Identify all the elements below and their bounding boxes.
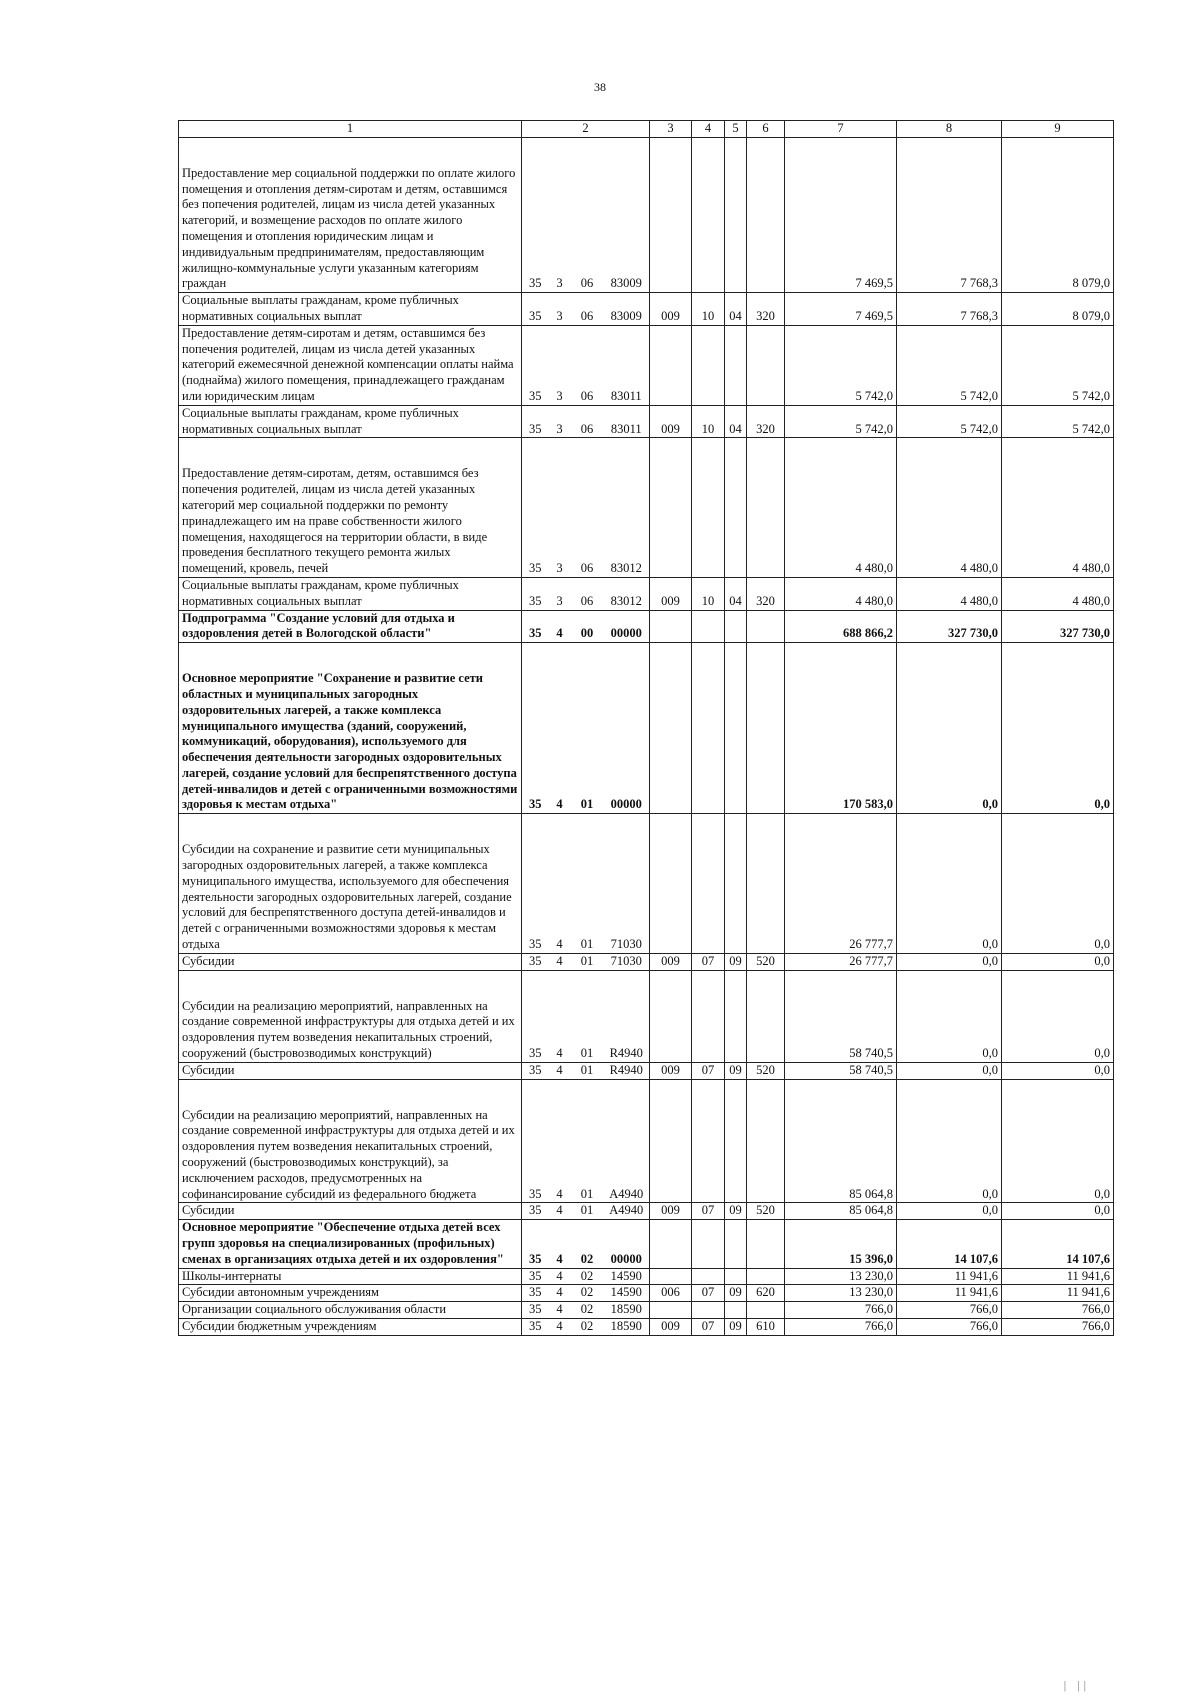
amount-year-1: 15 396,0 bbox=[785, 1220, 897, 1268]
section-code bbox=[692, 325, 725, 405]
ministry-code: 009 bbox=[650, 1319, 692, 1336]
amount-year-1: 13 230,0 bbox=[785, 1268, 897, 1285]
section-code bbox=[692, 137, 725, 292]
target-code-program: 35 bbox=[522, 438, 549, 578]
amount-year-1: 5 742,0 bbox=[785, 405, 897, 438]
amount-year-2: 0,0 bbox=[897, 953, 1002, 970]
table-row bbox=[179, 577, 1114, 610]
target-code-program: 35 bbox=[522, 1302, 549, 1319]
amount-year-2: 766,0 bbox=[897, 1302, 1002, 1319]
target-code-activity: 01 bbox=[571, 1062, 604, 1079]
target-code-subprogram: 4 bbox=[549, 1268, 571, 1285]
target-code-activity: 02 bbox=[571, 1302, 604, 1319]
amount-year-3: 4 480,0 bbox=[1002, 577, 1114, 610]
row-description: Социальные выплаты гражданам, кроме публичных нормативных социальных выплат bbox=[179, 577, 522, 610]
amount-year-2: 11 941,6 bbox=[897, 1268, 1002, 1285]
target-code-subprogram: 3 bbox=[549, 293, 571, 326]
target-code-activity: 06 bbox=[571, 577, 604, 610]
expense-type-code bbox=[747, 325, 785, 405]
amount-year-3: 11 941,6 bbox=[1002, 1268, 1114, 1285]
target-code-direction: 83009 bbox=[604, 137, 650, 292]
target-code-subprogram: 3 bbox=[549, 405, 571, 438]
table-row bbox=[179, 1220, 1114, 1268]
table-row bbox=[179, 137, 1114, 292]
amount-year-2: 5 742,0 bbox=[897, 405, 1002, 438]
section-code: 10 bbox=[692, 405, 725, 438]
amount-year-2: 7 768,3 bbox=[897, 293, 1002, 326]
section-code: 07 bbox=[692, 1203, 725, 1220]
target-code-activity: 02 bbox=[571, 1319, 604, 1336]
ministry-code bbox=[650, 325, 692, 405]
amount-year-3: 5 742,0 bbox=[1002, 405, 1114, 438]
row-description: Субсидии bbox=[179, 1203, 522, 1220]
amount-year-1: 26 777,7 bbox=[785, 814, 897, 954]
target-code-program: 35 bbox=[522, 1319, 549, 1336]
expense-type-code bbox=[747, 1268, 785, 1285]
target-code-activity: 06 bbox=[571, 325, 604, 405]
amount-year-3: 327 730,0 bbox=[1002, 610, 1114, 643]
table-row bbox=[179, 643, 1114, 814]
ministry-code bbox=[650, 814, 692, 954]
target-code-direction: 18590 bbox=[604, 1302, 650, 1319]
table-row bbox=[179, 1285, 1114, 1302]
amount-year-3: 8 079,0 bbox=[1002, 293, 1114, 326]
page-number: 38 bbox=[594, 80, 606, 94]
amount-year-1: 7 469,5 bbox=[785, 293, 897, 326]
target-code-direction: 83011 bbox=[604, 405, 650, 438]
table-row bbox=[179, 1302, 1114, 1319]
expense-type-code bbox=[747, 1079, 785, 1203]
table-row bbox=[179, 953, 1114, 970]
target-code-program: 35 bbox=[522, 1079, 549, 1203]
subsection-code: 09 bbox=[725, 953, 747, 970]
header-col-5: 5 bbox=[725, 121, 747, 138]
section-code bbox=[692, 814, 725, 954]
amount-year-1: 26 777,7 bbox=[785, 953, 897, 970]
ministry-code: 009 bbox=[650, 405, 692, 438]
section-code bbox=[692, 970, 725, 1062]
table-row bbox=[179, 1268, 1114, 1285]
section-code: 07 bbox=[692, 1062, 725, 1079]
target-code-activity: 01 bbox=[571, 1203, 604, 1220]
target-code-subprogram: 4 bbox=[549, 814, 571, 954]
expense-type-code bbox=[747, 643, 785, 814]
amount-year-3: 14 107,6 bbox=[1002, 1220, 1114, 1268]
amount-year-3: 0,0 bbox=[1002, 643, 1114, 814]
expense-type-code bbox=[747, 814, 785, 954]
target-code-direction: 18590 bbox=[604, 1319, 650, 1336]
subsection-code bbox=[725, 438, 747, 578]
target-code-direction: 71030 bbox=[604, 814, 650, 954]
amount-year-3: 0,0 bbox=[1002, 1079, 1114, 1203]
target-code-activity: 01 bbox=[571, 814, 604, 954]
target-code-subprogram: 4 bbox=[549, 970, 571, 1062]
target-code-program: 35 bbox=[522, 1268, 549, 1285]
amount-year-3: 0,0 bbox=[1002, 814, 1114, 954]
amount-year-1: 688 866,2 bbox=[785, 610, 897, 643]
target-code-activity: 02 bbox=[571, 1285, 604, 1302]
ministry-code: 009 bbox=[650, 1062, 692, 1079]
table-row bbox=[179, 1062, 1114, 1079]
row-description: Субсидии автономным учреждениям bbox=[179, 1285, 522, 1302]
row-description: Предоставление детям-сиротам, детям, оставшимся без попечения родителей, лицам из числа детей указанных категорий мер социальной поддержки по ремонту принадлежащего им на праве собственности жилого помещения, находящегося на территории области, в виде проведения бесплатного текущего ремонта жилых помещений, кровель, печей bbox=[179, 438, 522, 578]
target-code-program: 35 bbox=[522, 610, 549, 643]
target-code-program: 35 bbox=[522, 405, 549, 438]
target-code-program: 35 bbox=[522, 953, 549, 970]
amount-year-1: 58 740,5 bbox=[785, 970, 897, 1062]
row-description: Субсидии на реализацию мероприятий, направленных на создание современной инфраструктуры для отдыха детей и их оздоровления путем возведения некапитальных строений, сооружений (быстровозводимых конструкций) bbox=[179, 970, 522, 1062]
amount-year-1: 13 230,0 bbox=[785, 1285, 897, 1302]
target-code-subprogram: 4 bbox=[549, 643, 571, 814]
section-code: 10 bbox=[692, 577, 725, 610]
target-code-activity: 01 bbox=[571, 643, 604, 814]
target-code-program: 35 bbox=[522, 137, 549, 292]
header-col-6: 6 bbox=[747, 121, 785, 138]
target-code-direction: 14590 bbox=[604, 1285, 650, 1302]
scan-edge-marks: | || bbox=[1063, 1678, 1090, 1692]
amount-year-3: 0,0 bbox=[1002, 953, 1114, 970]
subsection-code: 09 bbox=[725, 1285, 747, 1302]
expense-type-code: 520 bbox=[747, 1062, 785, 1079]
subsection-code: 04 bbox=[725, 577, 747, 610]
target-code-direction: A4940 bbox=[604, 1203, 650, 1220]
target-code-program: 35 bbox=[522, 814, 549, 954]
target-code-subprogram: 3 bbox=[549, 325, 571, 405]
amount-year-2: 766,0 bbox=[897, 1319, 1002, 1336]
row-description: Предоставление мер социальной поддержки по оплате жилого помещения и отопления детям-сиротам и детям, оставшимся без попечения родителей, лицам из числа детей указанных категорий, и возмещение расходов по оплате жилого помещения и отопления юридическим лицам и индивидуальным предпринимателям, предоставляющим жилищно-коммунальные услуги указанным категориям граждан bbox=[179, 137, 522, 292]
target-code-direction: R4940 bbox=[604, 970, 650, 1062]
target-code-direction: A4940 bbox=[604, 1079, 650, 1203]
subsection-code: 09 bbox=[725, 1203, 747, 1220]
target-code-program: 35 bbox=[522, 293, 549, 326]
amount-year-2: 14 107,6 bbox=[897, 1220, 1002, 1268]
row-description: Субсидии bbox=[179, 1062, 522, 1079]
amount-year-1: 5 742,0 bbox=[785, 325, 897, 405]
subsection-code: 04 bbox=[725, 293, 747, 326]
amount-year-3: 766,0 bbox=[1002, 1319, 1114, 1336]
amount-year-3: 4 480,0 bbox=[1002, 438, 1114, 578]
expense-type-code bbox=[747, 610, 785, 643]
expense-type-code bbox=[747, 970, 785, 1062]
subsection-code: 09 bbox=[725, 1062, 747, 1079]
subsection-code bbox=[725, 970, 747, 1062]
amount-year-2: 5 742,0 bbox=[897, 325, 1002, 405]
target-code-subprogram: 3 bbox=[549, 137, 571, 292]
target-code-subprogram: 4 bbox=[549, 1220, 571, 1268]
ministry-code bbox=[650, 970, 692, 1062]
header-col-8: 8 bbox=[897, 121, 1002, 138]
amount-year-3: 5 742,0 bbox=[1002, 325, 1114, 405]
row-description: Основное мероприятие "Обеспечение отдыха детей всех групп здоровья на специализированных (профильных) сменах в организациях отдыха детей и их оздоровления" bbox=[179, 1220, 522, 1268]
ministry-code bbox=[650, 610, 692, 643]
amount-year-1: 85 064,8 bbox=[785, 1079, 897, 1203]
table-row bbox=[179, 325, 1114, 405]
ministry-code bbox=[650, 438, 692, 578]
section-code bbox=[692, 1220, 725, 1268]
expense-type-code bbox=[747, 1302, 785, 1319]
target-code-direction: R4940 bbox=[604, 1062, 650, 1079]
target-code-direction: 83012 bbox=[604, 577, 650, 610]
target-code-subprogram: 3 bbox=[549, 438, 571, 578]
table-row bbox=[179, 970, 1114, 1062]
amount-year-3: 766,0 bbox=[1002, 1302, 1114, 1319]
amount-year-3: 0,0 bbox=[1002, 1203, 1114, 1220]
amount-year-2: 4 480,0 bbox=[897, 438, 1002, 578]
table-row bbox=[179, 438, 1114, 578]
expense-type-code: 610 bbox=[747, 1319, 785, 1336]
target-code-subprogram: 4 bbox=[549, 1203, 571, 1220]
section-code bbox=[692, 1302, 725, 1319]
section-code: 07 bbox=[692, 1285, 725, 1302]
amount-year-2: 11 941,6 bbox=[897, 1285, 1002, 1302]
ministry-code: 009 bbox=[650, 577, 692, 610]
table-row bbox=[179, 405, 1114, 438]
row-description: Социальные выплаты гражданам, кроме публичных нормативных социальных выплат bbox=[179, 405, 522, 438]
ministry-code: 009 bbox=[650, 293, 692, 326]
amount-year-1: 170 583,0 bbox=[785, 643, 897, 814]
row-description: Школы-интернаты bbox=[179, 1268, 522, 1285]
ministry-code: 006 bbox=[650, 1285, 692, 1302]
ministry-code bbox=[650, 1302, 692, 1319]
target-code-direction: 14590 bbox=[604, 1268, 650, 1285]
target-code-activity: 06 bbox=[571, 405, 604, 438]
target-code-subprogram: 3 bbox=[549, 577, 571, 610]
header-col-4: 4 bbox=[692, 121, 725, 138]
target-code-program: 35 bbox=[522, 577, 549, 610]
target-code-activity: 06 bbox=[571, 137, 604, 292]
section-code bbox=[692, 643, 725, 814]
amount-year-2: 0,0 bbox=[897, 643, 1002, 814]
expense-type-code: 620 bbox=[747, 1285, 785, 1302]
target-code-activity: 01 bbox=[571, 1079, 604, 1203]
target-code-program: 35 bbox=[522, 643, 549, 814]
table-row bbox=[179, 1319, 1114, 1336]
table-row bbox=[179, 1203, 1114, 1220]
header-col-1: 1 bbox=[179, 121, 522, 138]
amount-year-1: 7 469,5 bbox=[785, 137, 897, 292]
target-code-subprogram: 4 bbox=[549, 1079, 571, 1203]
subsection-code: 09 bbox=[725, 1319, 747, 1336]
target-code-activity: 06 bbox=[571, 438, 604, 578]
expense-type-code: 320 bbox=[747, 293, 785, 326]
amount-year-2: 0,0 bbox=[897, 1079, 1002, 1203]
amount-year-1: 4 480,0 bbox=[785, 438, 897, 578]
target-code-activity: 01 bbox=[571, 953, 604, 970]
header-col-7: 7 bbox=[785, 121, 897, 138]
target-code-direction: 00000 bbox=[604, 643, 650, 814]
table-header bbox=[179, 121, 1114, 138]
table-row bbox=[179, 610, 1114, 643]
ministry-code: 009 bbox=[650, 1203, 692, 1220]
target-code-direction: 83009 bbox=[604, 293, 650, 326]
table-body bbox=[179, 137, 1114, 1335]
subsection-code: 04 bbox=[725, 405, 747, 438]
section-code bbox=[692, 1079, 725, 1203]
amount-year-1: 766,0 bbox=[785, 1319, 897, 1336]
expense-type-code: 520 bbox=[747, 953, 785, 970]
row-description: Субсидии на сохранение и развитие сети муниципальных загородных оздоровительных лагерей, а также комплекса муниципального имущества, используемого для обеспечения деятельности загородных оздоровительных лагерей, создание условий для беспрепятственного доступа детей-инвалидов и детей с ограниченными возможностями здоровья к местам отдыха bbox=[179, 814, 522, 954]
target-code-direction: 00000 bbox=[604, 610, 650, 643]
section-code: 10 bbox=[692, 293, 725, 326]
target-code-activity: 02 bbox=[571, 1220, 604, 1268]
expense-type-code: 520 bbox=[747, 1203, 785, 1220]
table-row bbox=[179, 293, 1114, 326]
target-code-activity: 02 bbox=[571, 1268, 604, 1285]
amount-year-2: 0,0 bbox=[897, 814, 1002, 954]
target-code-program: 35 bbox=[522, 325, 549, 405]
amount-year-3: 0,0 bbox=[1002, 1062, 1114, 1079]
target-code-program: 35 bbox=[522, 1203, 549, 1220]
row-description: Организации социального обслуживания области bbox=[179, 1302, 522, 1319]
expense-type-code: 320 bbox=[747, 577, 785, 610]
amount-year-1: 85 064,8 bbox=[785, 1203, 897, 1220]
row-description: Подпрограмма "Создание условий для отдыха и оздоровления детей в Вологодской области" bbox=[179, 610, 522, 643]
ministry-code bbox=[650, 1268, 692, 1285]
target-code-activity: 00 bbox=[571, 610, 604, 643]
target-code-subprogram: 4 bbox=[549, 610, 571, 643]
ministry-code bbox=[650, 643, 692, 814]
target-code-direction: 00000 bbox=[604, 1220, 650, 1268]
amount-year-1: 766,0 bbox=[785, 1302, 897, 1319]
amount-year-1: 4 480,0 bbox=[785, 577, 897, 610]
ministry-code: 009 bbox=[650, 953, 692, 970]
ministry-code bbox=[650, 137, 692, 292]
target-code-subprogram: 4 bbox=[549, 1062, 571, 1079]
target-code-program: 35 bbox=[522, 1062, 549, 1079]
target-code-activity: 01 bbox=[571, 970, 604, 1062]
subsection-code bbox=[725, 610, 747, 643]
target-code-program: 35 bbox=[522, 1220, 549, 1268]
section-code: 07 bbox=[692, 953, 725, 970]
ministry-code bbox=[650, 1079, 692, 1203]
budget-table bbox=[178, 120, 1114, 1336]
subsection-code bbox=[725, 814, 747, 954]
row-description: Предоставление детям-сиротам и детям, оставшимся без попечения родителей, лицам из числа детей указанных категорий ежемесячной денежной компенсации оплаты найма (поднайма) жилого помещения, принадлежащего гражданам или юридическим лицам bbox=[179, 325, 522, 405]
amount-year-2: 7 768,3 bbox=[897, 137, 1002, 292]
amount-year-2: 0,0 bbox=[897, 1203, 1002, 1220]
target-code-program: 35 bbox=[522, 970, 549, 1062]
subsection-code bbox=[725, 643, 747, 814]
subsection-code bbox=[725, 1079, 747, 1203]
subsection-code bbox=[725, 325, 747, 405]
header-col-2: 2 bbox=[522, 121, 650, 138]
amount-year-1: 58 740,5 bbox=[785, 1062, 897, 1079]
target-code-direction: 83012 bbox=[604, 438, 650, 578]
amount-year-2: 0,0 bbox=[897, 1062, 1002, 1079]
row-description: Субсидии на реализацию мероприятий, направленных на создание современной инфраструктуры для отдыха детей и их оздоровления путем возведения некапитальных строений, сооружений (быстровозводимых конструкций), за исключением расходов, предусмотренных на софинансирование субсидий из федерального бюджета bbox=[179, 1079, 522, 1203]
table-row bbox=[179, 1079, 1114, 1203]
target-code-subprogram: 4 bbox=[549, 953, 571, 970]
ministry-code bbox=[650, 1220, 692, 1268]
section-code bbox=[692, 438, 725, 578]
expense-type-code bbox=[747, 137, 785, 292]
amount-year-3: 11 941,6 bbox=[1002, 1285, 1114, 1302]
subsection-code bbox=[725, 137, 747, 292]
amount-year-3: 0,0 bbox=[1002, 970, 1114, 1062]
amount-year-2: 4 480,0 bbox=[897, 577, 1002, 610]
row-description: Субсидии bbox=[179, 953, 522, 970]
target-code-subprogram: 4 bbox=[549, 1302, 571, 1319]
table-row bbox=[179, 814, 1114, 954]
amount-year-3: 8 079,0 bbox=[1002, 137, 1114, 292]
target-code-program: 35 bbox=[522, 1285, 549, 1302]
target-code-direction: 83011 bbox=[604, 325, 650, 405]
row-description: Субсидии бюджетным учреждениям bbox=[179, 1319, 522, 1336]
amount-year-2: 327 730,0 bbox=[897, 610, 1002, 643]
expense-type-code bbox=[747, 438, 785, 578]
subsection-code bbox=[725, 1302, 747, 1319]
section-code bbox=[692, 1268, 725, 1285]
section-code bbox=[692, 610, 725, 643]
target-code-activity: 06 bbox=[571, 293, 604, 326]
subsection-code bbox=[725, 1220, 747, 1268]
header-col-3: 3 bbox=[650, 121, 692, 138]
row-description: Социальные выплаты гражданам, кроме публичных нормативных социальных выплат bbox=[179, 293, 522, 326]
subsection-code bbox=[725, 1268, 747, 1285]
amount-year-2: 0,0 bbox=[897, 970, 1002, 1062]
header-col-9: 9 bbox=[1002, 121, 1114, 138]
target-code-direction: 71030 bbox=[604, 953, 650, 970]
section-code: 07 bbox=[692, 1319, 725, 1336]
expense-type-code bbox=[747, 1220, 785, 1268]
target-code-subprogram: 4 bbox=[549, 1285, 571, 1302]
target-code-subprogram: 4 bbox=[549, 1319, 571, 1336]
expense-type-code: 320 bbox=[747, 405, 785, 438]
row-description: Основное мероприятие "Сохранение и развитие сети областных и муниципальных загородных оздоровительных лагерей, а также комплекса муниципального имущества (зданий, сооружений, коммуникаций, оборудования), используемого для обеспечения деятельности загородных оздоровительных лагерей, создание условий для беспрепятственного доступа детей-инвалидов и детей с ограниченными возможностями здоровья к местам отдыха" bbox=[179, 643, 522, 814]
